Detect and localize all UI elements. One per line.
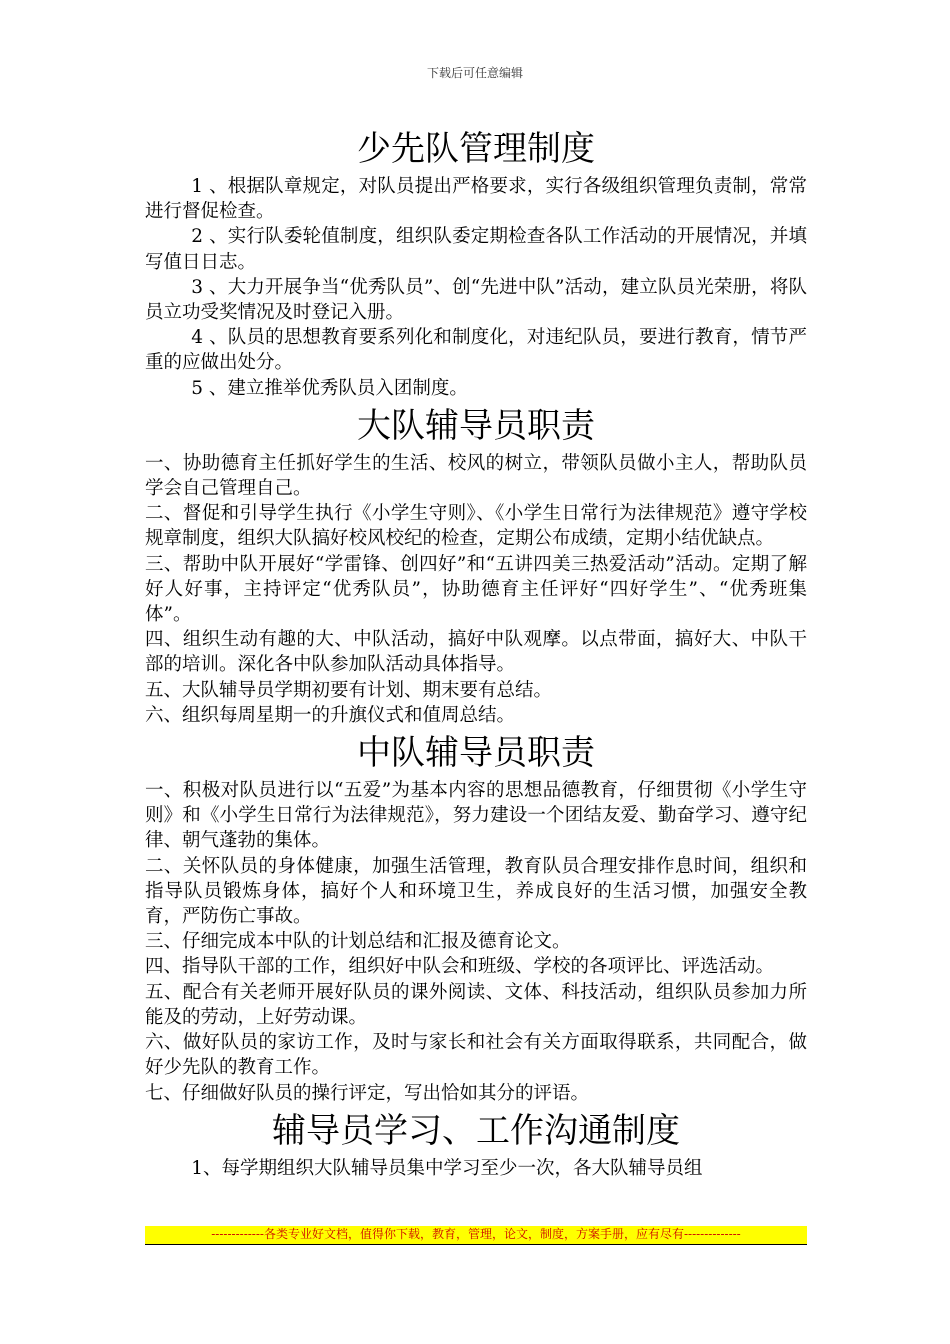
section-title-management: 少先队管理制度: [357, 129, 595, 169]
paragraph: 五、大队辅导员学期初要有计划、期末要有总结。: [145, 679, 553, 701]
section-title-brigade-counselor: 大队辅导员职责: [357, 405, 595, 446]
paragraph: 三、帮助中队开展好“学雷锋、创四好”和“五讲四美三热爱活动”活动。定期了解好人好事，主持评定“优秀队员”，协助德育主任评好“四好学生”、“优秀班集体”。: [145, 553, 807, 626]
header-note: 下载后可任意编辑: [426, 66, 523, 80]
paragraph: 一、积极对队员进行以“五爱”为基本内容的思想品德教育，仔细贯彻《小学生守则》和《小学生日常行为法律规范》，努力建设一个团结友爱、勤奋学习、遵守纪律、朝气蓬勃的集体。: [145, 780, 807, 852]
footer-banner: -------------各类专业好文档，值得你下载，教育，管理，论文，制度，方案手册，应有尽有--------------: [145, 1226, 807, 1245]
paragraph: 3 、大力开展争当“优秀队员”、创“先进中队”活动，建立队员光荣册，将队员立功受奖情况及时登记入册。: [145, 276, 807, 324]
paragraph: 二、督促和引导学生执行《小学生守则》、《小学生日常行为法律规范》遵守学校规章制度，组织大队搞好校风校纪的检查，定期公布成绩，定期小结优缺点。: [145, 503, 807, 550]
paragraph: 4 、队员的思想教育要系列化和制度化，对违纪队员，要进行教育，情节严重的应做出处分。: [145, 327, 807, 374]
paragraph: 六、做好队员的家访工作，及时与家长和社会有关方面取得联系，共同配合，做好少先队的教育工作。: [145, 1032, 807, 1079]
paragraph: 2 、实行队委轮值制度，组织队委定期检查各队工作活动的开展情况，并填写值日日志。: [145, 226, 807, 273]
paragraph: 五、配合有关老师开展好队员的课外阅读、文体、科技活动，组织队员参加力所能及的劳动，上好劳动课。: [145, 981, 807, 1028]
paragraph: 一、协助德育主任抓好学生的生活、校风的树立，带领队员做小主人，帮助队员学会自己管理自己。: [145, 452, 807, 500]
paragraph: 1、每学期组织大队辅导员集中学习至少一次，各大队辅导员组: [191, 1157, 703, 1179]
document-body: [145, 124, 807, 1181]
section-title-squadron-counselor: 中队辅导员职责: [357, 733, 595, 774]
paragraph: 四、指导队干部的工作，组织好中队会和班级、学校的各项评比、评选活动。: [145, 956, 775, 978]
paragraph: 六、组织每周星期一的升旗仪式和值周总结。: [145, 704, 516, 726]
section-title-study-communication: 辅导员学习、工作沟通制度: [272, 1110, 680, 1151]
paragraph: 1 、根据队章规定，对队员提出严格要求，实行各级组织管理负责制，常常进行督促检查。: [145, 176, 807, 223]
paragraph: 二、关怀队员的身体健康，加强生活管理，教育队员合理安排作息时间，组织和指导队员锻炼身体，搞好个人和环境卫生，养成良好的生活习惯，加强安全教育，严防伤亡事故。: [145, 855, 807, 928]
paragraph: 四、组织生动有趣的大、中队活动，搞好中队观摩。以点带面，搞好大、中队干部的培训。深化各中队参加队活动具体指导。: [145, 629, 807, 676]
paragraph: 5 、建立推举优秀队员入团制度。: [191, 377, 468, 399]
paragraph: 七、仔细做好队员的操行评定，写出恰如其分的评语。: [145, 1082, 590, 1104]
paragraph: 三、仔细完成本中队的计划总结和汇报及德育论文。: [145, 931, 571, 953]
